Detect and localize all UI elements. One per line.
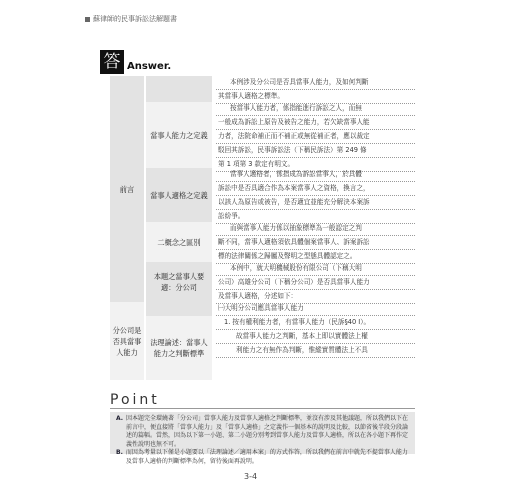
text-block-theory	[216, 316, 415, 358]
topic-legal-theory	[146, 316, 212, 380]
topic-capacity-definition-label: 當事人能力之定義	[150, 130, 208, 140]
point-item-text: 而因為考量以下僅是小題要以「法理論述／適用本案」的方式作答，所以我們在前言中就先不提當事人能力及當事人適格的判斷標準為何，留待後面再說明。	[125, 449, 408, 465]
page-number: 3-4	[244, 472, 258, 481]
text-line: 力者，法院命補正而不補正或無從補正者，應以裁定	[216, 130, 415, 144]
text-line: 訟紛爭。	[216, 210, 415, 224]
text-line: 其當事人適格之標準。	[216, 90, 415, 104]
answer-char-icon: 答	[100, 50, 124, 74]
text-line: 訴訟中是否具適合作為本案當事人之資格，換言之，	[216, 182, 415, 196]
topic-distinction	[146, 222, 212, 262]
text-line: 而與當事人能力係以抽象標準為一般認定之判	[216, 222, 415, 236]
topic-capacity-definition	[146, 102, 212, 168]
answer-heading	[100, 50, 171, 74]
point-item-marker: A.	[116, 415, 124, 422]
text-line: 一般成為訴訟上原告及被告之能力，若欠缺當事人能	[216, 116, 415, 130]
answer-label: Answer.	[127, 61, 172, 72]
text-block-standing	[216, 168, 415, 224]
topic-blank	[146, 76, 212, 102]
topic-standing-definition-label: 當事人適格之定義	[150, 190, 208, 200]
topic-branch-issue-label: 本題之當事人要適：分公司	[153, 272, 205, 292]
text-line: 以該人為原告或被告，是否適宜並能充分解決本案訴	[216, 196, 415, 210]
text-block-intro	[216, 76, 415, 104]
text-line: 故當事人能力之判斷，基本上即以實體法上權	[216, 330, 415, 344]
text-block-capacity	[216, 102, 415, 172]
point-heading: Point	[110, 392, 160, 408]
section-intro	[110, 76, 144, 302]
running-header	[85, 14, 177, 24]
square-bullet-icon	[85, 17, 90, 22]
text-line: 本例中，就大明機械股份有限公司（下稱大明	[216, 262, 415, 276]
point-divider	[110, 408, 415, 409]
topic-distinction-label: 二概念之區別	[157, 237, 201, 247]
point-item	[116, 415, 409, 449]
text-line: 當事人適格者，係指成為訴訟當事人，於具體	[216, 168, 415, 182]
section-branch-label: 分公司是否具當事人能力	[112, 325, 142, 357]
text-line: 本例涉及分公司是否具當事人能力，及如何判斷	[216, 76, 415, 90]
topic-branch-issue	[146, 262, 212, 302]
topic-standing-definition	[146, 168, 212, 222]
text-line: 標的法律關係之歸屬及聲明之型態具體認定之。	[216, 250, 415, 264]
outline-table	[110, 76, 415, 380]
text-block-distinction	[216, 222, 415, 264]
text-line: 利能力之有無作為判斷，惟縱實質體法上不具	[216, 344, 415, 358]
section-branch	[110, 302, 144, 380]
text-block-subheading	[216, 302, 415, 316]
point-item-text: 因本題完全環繞著「分公司」當事人能力及當事人適格之判斷標準，並沒有涉及其他議題，所以我們以下在前言中，便直接將「當事人能力」及「當事人適格」之定義作一個基本的說明及比較，以節省後半段分段論述的篇幅。當然，因為以下第一小題、第二小題分別考到當事人能力及當事人適格，所以在各小題下再作定義性說明也無不可。	[126, 415, 409, 448]
point-box	[110, 412, 415, 465]
text-line: 1. 按有權利能力者，有當事人能力（民訴§40 I）。	[216, 316, 415, 330]
running-header-title: 蘇律師的民事訴訟法解題書	[93, 15, 177, 23]
text-line: 及當事人適格，分述如下：	[216, 290, 415, 304]
text-line: 駁回其訴訟，民事訴訟法（下稱民訴法）第 249 條	[216, 144, 415, 158]
text-block-branch	[216, 262, 415, 304]
topic-blank-2	[146, 302, 212, 316]
point-item-marker: B.	[116, 449, 123, 456]
point-item	[116, 449, 409, 466]
text-line: 第 1 項第 3 款定有明文。	[216, 158, 415, 172]
topic-legal-theory-label: 法理論述：當事人能力之判斷標準	[150, 338, 208, 358]
section-intro-label: 前言	[119, 184, 135, 194]
text-line: 斷不同，當事人適格須依具體個案當事人、訴案訴訟	[216, 236, 415, 250]
text-line: ㈠大明分公司應具當事人能力	[216, 302, 415, 316]
text-line: 按當事人能力者，係指能進行訴訟之人，而無	[216, 102, 415, 116]
text-line: 公司）高雄分公司（下稱分公司）是否具當事人能力	[216, 276, 415, 290]
